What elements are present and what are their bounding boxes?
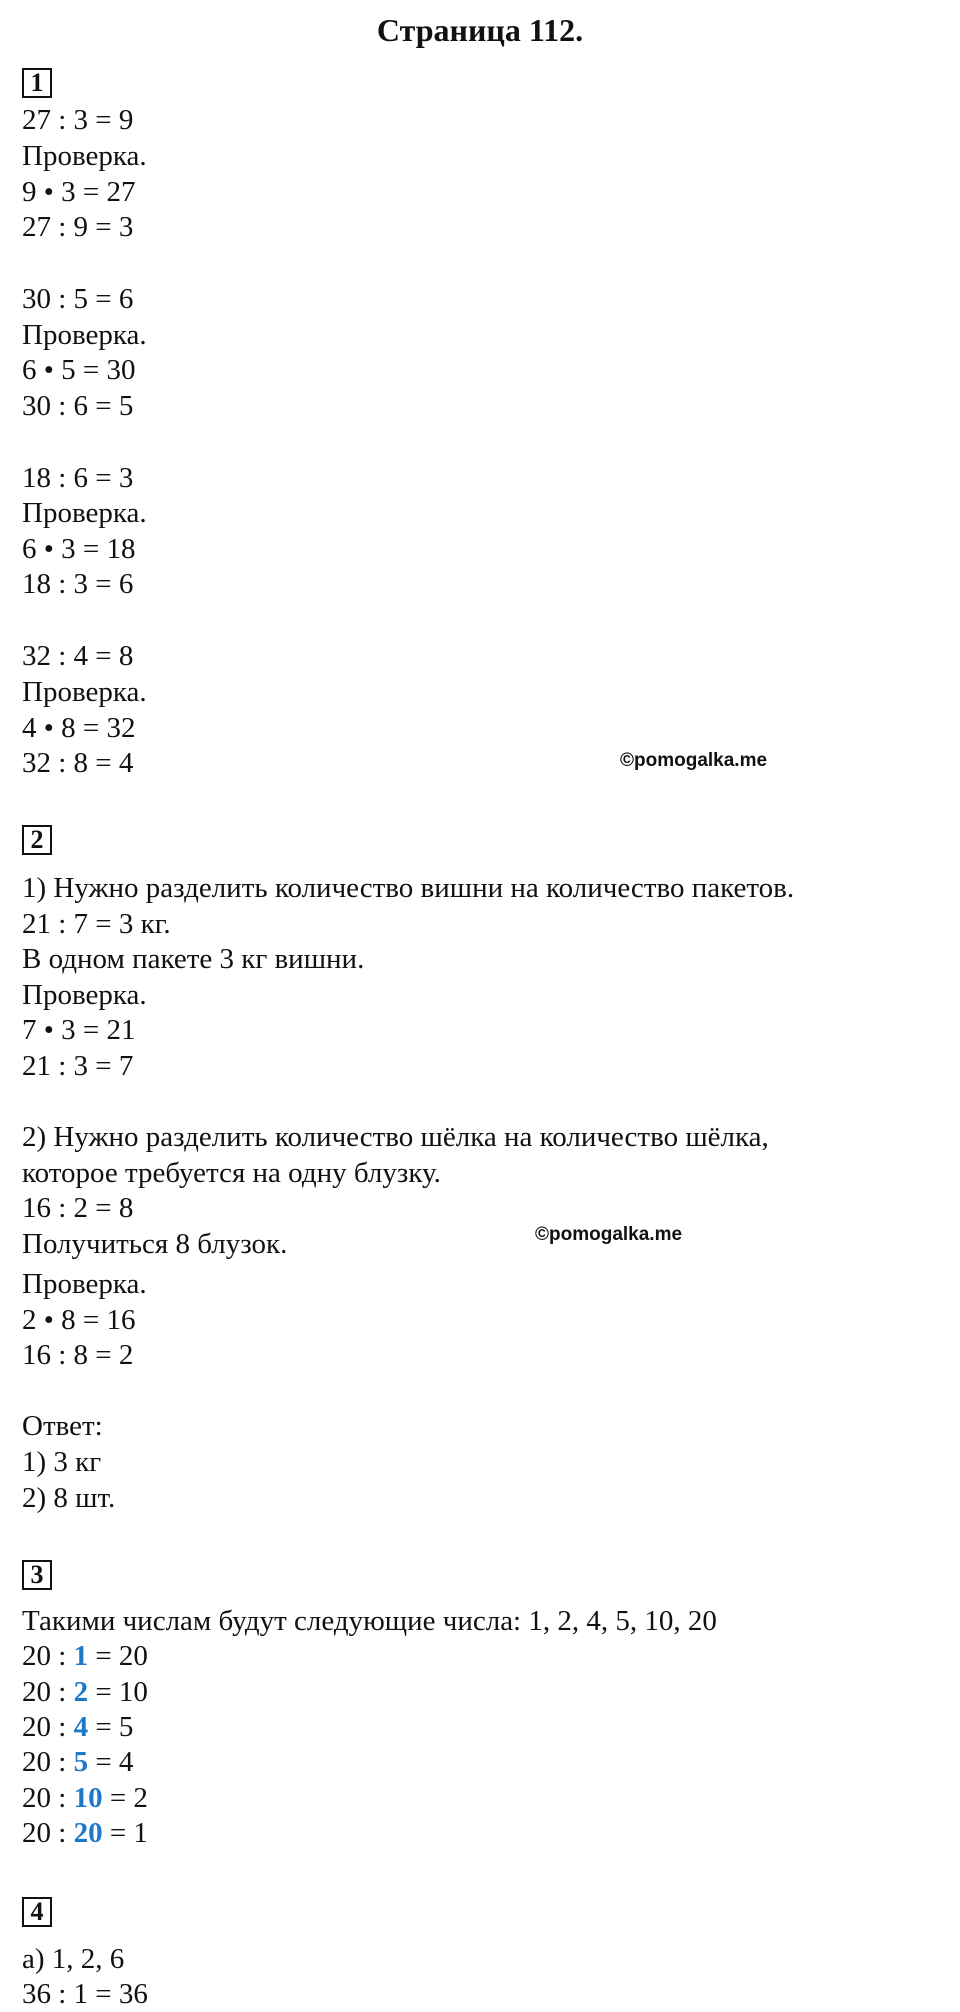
task1-line: 6 • 5 = 30	[22, 354, 136, 386]
highlighted-divisor: 1	[73, 1640, 89, 1672]
task2-line: Получиться 8 блузок.	[22, 1228, 288, 1260]
task1-line: 32 : 4 = 8	[22, 640, 134, 672]
answer-line: 2) 8 шт.	[22, 1482, 116, 1514]
task2-line: Проверка.	[22, 1268, 147, 1300]
highlighted-divisor: 4	[73, 1711, 89, 1743]
task3-row: 20 : 5 = 4	[22, 1746, 134, 1778]
task2-line: 21 : 3 = 7	[22, 1050, 134, 1082]
task2-line: 2) Нужно разделить количество шёлка на количество шёлка,	[22, 1121, 769, 1153]
task-number-3: 3	[22, 1560, 52, 1590]
task1-line: Проверка.	[22, 497, 147, 529]
task3-row: 20 : 10 = 2	[22, 1782, 148, 1814]
task2-line: 1) Нужно разделить количество вишни на количество пакетов.	[22, 872, 795, 904]
task3-row: 20 : 20 = 1	[22, 1817, 148, 1849]
task4-line: а) 1, 2, 6	[22, 1943, 125, 1975]
task1-line: Проверка.	[22, 140, 147, 172]
task1-line: 18 : 6 = 3	[22, 462, 134, 494]
task1-line: 27 : 3 = 9	[22, 104, 134, 136]
task2-line: 2 • 8 = 16	[22, 1304, 136, 1336]
task1-line: 18 : 3 = 6	[22, 568, 134, 600]
answer-line: 1) 3 кг	[22, 1446, 102, 1478]
task-number-4: 4	[22, 1897, 52, 1927]
highlighted-divisor: 2	[73, 1676, 89, 1708]
task2-line: которое требуется на одну блузку.	[22, 1157, 441, 1189]
task3-intro: Такими числам будут следующие числа: 1, 2, 4, 5, 10, 20	[22, 1605, 717, 1637]
task2-line: 16 : 8 = 2	[22, 1339, 134, 1371]
task3-row: 20 : 4 = 5	[22, 1711, 134, 1743]
task1-line: Проверка.	[22, 319, 147, 351]
task2-line: В одном пакете 3 кг вишни.	[22, 943, 365, 975]
task1-line: 4 • 8 = 32	[22, 712, 136, 744]
task3-row: 20 : 1 = 20	[22, 1640, 148, 1672]
task-number-2: 2	[22, 825, 52, 855]
highlighted-divisor: 10	[73, 1782, 103, 1814]
task-number-1: 1	[22, 68, 52, 98]
task2-line: 16 : 2 = 8	[22, 1192, 134, 1224]
task3-row: 20 : 2 = 10	[22, 1676, 148, 1708]
task2-line: Проверка.	[22, 979, 147, 1011]
task1-line: 6 • 3 = 18	[22, 533, 136, 565]
highlighted-divisor: 5	[73, 1746, 89, 1778]
page-title: Страница 112.	[376, 12, 584, 48]
task2-line: 21 : 7 = 3 кг.	[22, 908, 171, 940]
watermark: ©pomogalka.me	[620, 750, 768, 771]
task1-line: 32 : 8 = 4	[22, 747, 134, 779]
watermark: ©pomogalka.me	[535, 1224, 683, 1245]
task1-line: 30 : 5 = 6	[22, 283, 134, 315]
highlighted-divisor: 20	[73, 1817, 103, 1849]
task1-line: Проверка.	[22, 676, 147, 708]
task1-line: 27 : 9 = 3	[22, 211, 134, 243]
answer-label: Ответ:	[22, 1410, 103, 1442]
task1-line: 9 • 3 = 27	[22, 176, 136, 208]
task2-line: 7 • 3 = 21	[22, 1014, 136, 1046]
task1-line: 30 : 6 = 5	[22, 390, 134, 422]
task4-line: 36 : 1 = 36	[22, 1978, 148, 2010]
